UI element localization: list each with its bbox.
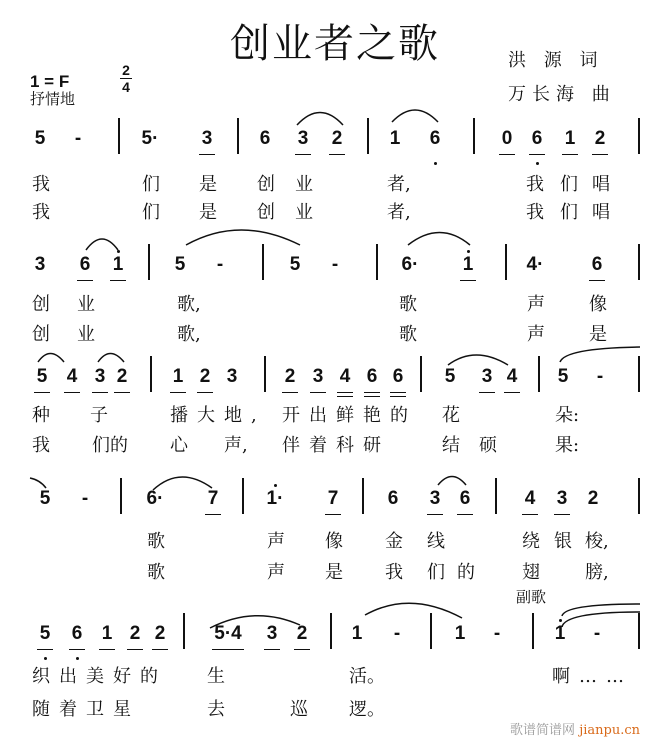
- slur: [448, 355, 508, 365]
- note-text: 1: [554, 623, 566, 644]
- note: [222, 366, 242, 388]
- note-text: 6: [71, 623, 83, 644]
- underline: [460, 280, 476, 281]
- lyric: 是: [199, 174, 217, 195]
- lyric: 绕: [522, 531, 540, 552]
- lyric: 我: [32, 435, 50, 456]
- note-text: 3: [312, 366, 324, 387]
- lyric: 是: [325, 562, 343, 583]
- slur: [562, 604, 640, 616]
- note: [62, 366, 82, 388]
- note-text: 6: [79, 254, 91, 275]
- lyric: 者,: [387, 174, 411, 195]
- bar-line: [532, 613, 534, 649]
- slur: [30, 478, 46, 488]
- lyric: 唱: [592, 174, 610, 195]
- note: [440, 366, 460, 388]
- note-text: 2: [199, 366, 211, 387]
- underline: [329, 154, 345, 155]
- underline: [592, 154, 608, 155]
- note-text: 2: [331, 128, 343, 149]
- lyric: 者,: [387, 202, 411, 223]
- lyric: 巡: [290, 699, 308, 720]
- note-dash: [487, 623, 507, 645]
- note-text: 3: [429, 488, 441, 509]
- note-text: 6·: [401, 254, 419, 275]
- note-dash: [75, 488, 95, 510]
- note-text: 5·4: [214, 623, 242, 644]
- note-text: 3: [201, 128, 213, 149]
- underline: [325, 514, 341, 515]
- lyric: 膀,: [585, 562, 609, 583]
- underline: [114, 392, 130, 393]
- underline: [562, 154, 578, 155]
- note: [32, 366, 52, 388]
- bar-line: [118, 118, 120, 154]
- note: [30, 254, 50, 276]
- note: [203, 488, 223, 510]
- lyric: 声,: [224, 435, 248, 456]
- watermark-site: jianpu.cn: [579, 723, 640, 738]
- note-text: 2: [594, 128, 606, 149]
- note-text: 6: [591, 254, 603, 275]
- bar-line: [638, 118, 640, 154]
- note-text: 6: [531, 128, 543, 149]
- lyric: 我: [32, 174, 50, 195]
- note: [170, 254, 190, 276]
- lyric: 果:: [555, 435, 580, 456]
- note: [35, 623, 55, 645]
- lyric: 金: [385, 531, 403, 552]
- note: [145, 488, 165, 510]
- note: [527, 128, 547, 150]
- song-title: 创业者之歌: [230, 21, 440, 67]
- underline: [390, 396, 406, 397]
- note: [552, 488, 572, 510]
- lyric: 结: [442, 435, 460, 456]
- chorus-label: 副歌: [516, 588, 547, 606]
- note-text: 3: [297, 128, 309, 149]
- note: [385, 128, 405, 150]
- underline: [554, 514, 570, 515]
- lyric: 歌: [399, 324, 417, 345]
- lyric: 业: [77, 294, 95, 315]
- note-text: 1: [454, 623, 466, 644]
- underline: [337, 392, 353, 393]
- note: [97, 623, 117, 645]
- note-text: 1: [389, 128, 401, 149]
- bar-line: [262, 244, 264, 280]
- note-dash: [387, 623, 407, 645]
- lyric: 业: [77, 324, 95, 345]
- note-text: 4: [66, 366, 78, 387]
- note-text: 1: [462, 254, 474, 275]
- lyric: 唱: [592, 202, 610, 223]
- bar-line: [638, 478, 640, 514]
- lyric: 开出鲜艳的: [282, 405, 417, 426]
- bar-line: [237, 118, 239, 154]
- note: [108, 254, 128, 276]
- note: [67, 623, 87, 645]
- underline: [77, 280, 93, 281]
- lyric: 我: [526, 174, 544, 195]
- note: [75, 254, 95, 276]
- lyric: 们的: [92, 435, 128, 456]
- note: [210, 623, 246, 645]
- octave-dot-below: [44, 657, 47, 660]
- note-text: 6: [366, 366, 378, 387]
- underline: [127, 649, 143, 650]
- note-text: 2: [587, 488, 599, 509]
- note: [30, 128, 50, 150]
- note: [477, 366, 497, 388]
- note: [458, 254, 478, 276]
- bar-line: [330, 613, 332, 649]
- lyric: 翅: [522, 562, 540, 583]
- note-text: 6: [259, 128, 271, 149]
- note: [400, 254, 420, 276]
- lyric: 歌,: [177, 324, 201, 345]
- slur: [438, 477, 466, 486]
- lyric: 声: [527, 324, 545, 345]
- lyric: 像: [589, 294, 607, 315]
- lyric: 生: [207, 666, 225, 687]
- lyric: 创: [257, 174, 275, 195]
- note-text: 1: [172, 366, 184, 387]
- underline: [264, 649, 280, 650]
- note: [590, 128, 610, 150]
- note: [150, 623, 170, 645]
- note-text: -: [493, 623, 501, 644]
- note-text: 2: [129, 623, 141, 644]
- underline: [152, 649, 168, 650]
- bar-line: [183, 613, 185, 649]
- note-text: 4: [339, 366, 351, 387]
- slur: [408, 233, 470, 246]
- lyric: 逻。: [349, 699, 385, 720]
- lyric: 子: [90, 405, 108, 426]
- underline: [212, 649, 244, 650]
- underline: [427, 514, 443, 515]
- note-text: 5: [289, 254, 301, 275]
- lyric: 朵:: [555, 405, 580, 426]
- lyric: 是: [589, 324, 607, 345]
- lyric: 播大地,: [170, 405, 266, 426]
- underline: [37, 649, 53, 650]
- note: [255, 128, 275, 150]
- note: [497, 128, 517, 150]
- note: [265, 488, 285, 510]
- underline: [364, 392, 380, 393]
- note-text: 1·: [266, 488, 284, 509]
- bar-line: [638, 244, 640, 280]
- note-text: -: [393, 623, 401, 644]
- underline: [522, 514, 538, 515]
- underline: [205, 514, 221, 515]
- underline: [364, 396, 380, 397]
- note: [560, 128, 580, 150]
- lyric: 花: [442, 405, 460, 426]
- underline: [92, 392, 108, 393]
- note: [425, 128, 445, 150]
- note: [195, 366, 215, 388]
- underline: [457, 514, 473, 515]
- underline: [64, 392, 80, 393]
- tempo-marking: 抒情地: [30, 90, 76, 108]
- octave-dot-below: [434, 162, 437, 165]
- bar-line: [120, 478, 122, 514]
- note-text: 2: [296, 623, 308, 644]
- bar-line: [148, 244, 150, 280]
- lyric: 活。: [349, 666, 385, 687]
- note-dash: [590, 366, 610, 388]
- note-text: 5·: [141, 128, 159, 149]
- slur: [98, 354, 124, 363]
- slur: [365, 603, 462, 618]
- underline: [99, 649, 115, 650]
- octave-dot-above: [117, 250, 120, 253]
- underline: [589, 280, 605, 281]
- bar-line: [538, 356, 540, 392]
- bar-line: [362, 478, 364, 514]
- note-dash: [325, 254, 345, 276]
- slur: [38, 354, 64, 363]
- note-text: 1: [112, 254, 124, 275]
- lyric: 是: [199, 202, 217, 223]
- note: [388, 366, 408, 388]
- note: [292, 623, 312, 645]
- octave-dot-above: [467, 250, 470, 253]
- note-text: 4·: [526, 254, 544, 275]
- note: [293, 128, 313, 150]
- note: [502, 366, 522, 388]
- note: [35, 488, 55, 510]
- underline: [69, 649, 85, 650]
- note-text: 6: [392, 366, 404, 387]
- note-text: 3: [226, 366, 238, 387]
- underline: [34, 392, 50, 393]
- note: [168, 366, 188, 388]
- slur: [86, 239, 118, 250]
- lyric: 织出美好的: [32, 666, 167, 687]
- lyric: 线: [427, 531, 445, 552]
- lyric: 种: [32, 405, 50, 426]
- underline: [310, 392, 326, 393]
- note-text: 1: [564, 128, 576, 149]
- composer-credit: 万长海 曲: [508, 84, 616, 105]
- underline: [529, 154, 545, 155]
- note-text: 4: [524, 488, 536, 509]
- key-signature: 1 = F: [30, 72, 70, 91]
- note-text: 5: [36, 366, 48, 387]
- bar-line: [473, 118, 475, 154]
- note-text: 3: [266, 623, 278, 644]
- lyric: 业: [295, 174, 313, 195]
- note-text: 5: [444, 366, 456, 387]
- note-text: 0: [501, 128, 513, 149]
- lyricist-credit: 洪 源 词: [508, 50, 604, 71]
- note-text: 6: [429, 128, 441, 149]
- note: [140, 128, 160, 150]
- lyric: 像: [325, 531, 343, 552]
- lyric: 我: [526, 202, 544, 223]
- bar-line: [264, 356, 266, 392]
- note: [383, 488, 403, 510]
- note-dash: [68, 128, 88, 150]
- lyric: 伴着科研: [282, 435, 390, 456]
- note-text: 2: [116, 366, 128, 387]
- slur: [560, 347, 640, 362]
- note-text: 5: [174, 254, 186, 275]
- note-text: 5: [34, 128, 46, 149]
- note-text: 6·: [146, 488, 164, 509]
- note: [450, 623, 470, 645]
- lyric: 们: [560, 174, 578, 195]
- note: [327, 128, 347, 150]
- note-text: 5: [39, 488, 51, 509]
- note-dash: [587, 623, 607, 645]
- octave-dot-above: [559, 619, 562, 622]
- lyric: 们: [560, 202, 578, 223]
- note: [308, 366, 328, 388]
- bar-line: [430, 613, 432, 649]
- note: [587, 254, 607, 276]
- lyric: 创: [32, 324, 50, 345]
- note: [323, 488, 343, 510]
- note: [197, 128, 217, 150]
- lyric: 声: [527, 294, 545, 315]
- bar-line: [376, 244, 378, 280]
- slur: [297, 113, 343, 126]
- note: [347, 623, 367, 645]
- underline: [282, 392, 298, 393]
- lyric: 我: [385, 562, 403, 583]
- lyric: 去: [207, 699, 225, 720]
- bar-line: [638, 356, 640, 392]
- note: [362, 366, 382, 388]
- lyric: 歌: [399, 294, 417, 315]
- bar-line: [242, 478, 244, 514]
- note-text: -: [596, 366, 604, 387]
- bar-line: [495, 478, 497, 514]
- lyric: 心: [170, 435, 188, 456]
- lyric: 们: [142, 174, 160, 195]
- octave-dot-above: [274, 484, 277, 487]
- note-text: 5: [557, 366, 569, 387]
- note-text: 3: [34, 254, 46, 275]
- lyric: 随着卫星: [32, 699, 140, 720]
- note: [112, 366, 132, 388]
- lyric: 声: [267, 562, 285, 583]
- note-text: 3: [94, 366, 106, 387]
- lyric: 创: [32, 294, 50, 315]
- lyric: 我: [32, 202, 50, 223]
- note: [525, 254, 545, 276]
- note: [285, 254, 305, 276]
- note: [455, 488, 475, 510]
- time-signature-top: 2: [120, 62, 132, 79]
- bar-line: [638, 613, 640, 649]
- note: [553, 366, 573, 388]
- time-signature-bottom: 4: [122, 79, 130, 95]
- note: [262, 623, 282, 645]
- lyric: 银: [554, 531, 572, 552]
- note: [550, 623, 570, 645]
- lyric: 的: [457, 562, 475, 583]
- note-dash: [210, 254, 230, 276]
- lyric: 创: [257, 202, 275, 223]
- slur: [392, 110, 438, 122]
- lyric: 啊……: [552, 666, 633, 687]
- bar-line: [150, 356, 152, 392]
- note-text: -: [81, 488, 89, 509]
- note: [90, 366, 110, 388]
- note: [335, 366, 355, 388]
- underline: [295, 154, 311, 155]
- underline: [294, 649, 310, 650]
- underline: [390, 392, 406, 393]
- note-text: -: [331, 254, 339, 275]
- lyric: 歌: [147, 562, 165, 583]
- note-text: 3: [556, 488, 568, 509]
- underline: [197, 392, 213, 393]
- note-text: 7: [327, 488, 339, 509]
- lyric: 硕: [479, 435, 497, 456]
- note-text: -: [216, 254, 224, 275]
- underline: [499, 154, 515, 155]
- lyric: 声: [267, 531, 285, 552]
- note-text: 5: [39, 623, 51, 644]
- note: [583, 488, 603, 510]
- bar-line: [420, 356, 422, 392]
- bar-line: [505, 244, 507, 280]
- bar-line: [367, 118, 369, 154]
- underline: [504, 392, 520, 393]
- underline: [199, 154, 215, 155]
- octave-dot-below: [76, 657, 79, 660]
- note: [425, 488, 445, 510]
- lyric: 梭,: [585, 531, 609, 552]
- lyric: 们: [142, 202, 160, 223]
- underline: [479, 392, 495, 393]
- octave-dot-below: [536, 162, 539, 165]
- lyric: 歌,: [177, 294, 201, 315]
- note: [520, 488, 540, 510]
- lyric: 业: [295, 202, 313, 223]
- underline: [110, 280, 126, 281]
- note-text: 4: [506, 366, 518, 387]
- note-text: 2: [284, 366, 296, 387]
- note-text: -: [593, 623, 601, 644]
- note-text: 6: [459, 488, 471, 509]
- watermark-cn: 歌谱简谱网: [510, 723, 576, 738]
- note-text: 2: [154, 623, 166, 644]
- note: [280, 366, 300, 388]
- note-text: 1: [101, 623, 113, 644]
- lyric: 歌: [147, 531, 165, 552]
- slur: [186, 230, 300, 245]
- underline: [170, 392, 186, 393]
- note: [125, 623, 145, 645]
- lyric: 们: [427, 562, 445, 583]
- note-text: 1: [351, 623, 363, 644]
- note-text: 7: [207, 488, 219, 509]
- underline: [337, 396, 353, 397]
- note-text: 3: [481, 366, 493, 387]
- note-text: 6: [387, 488, 399, 509]
- note-text: -: [74, 128, 82, 149]
